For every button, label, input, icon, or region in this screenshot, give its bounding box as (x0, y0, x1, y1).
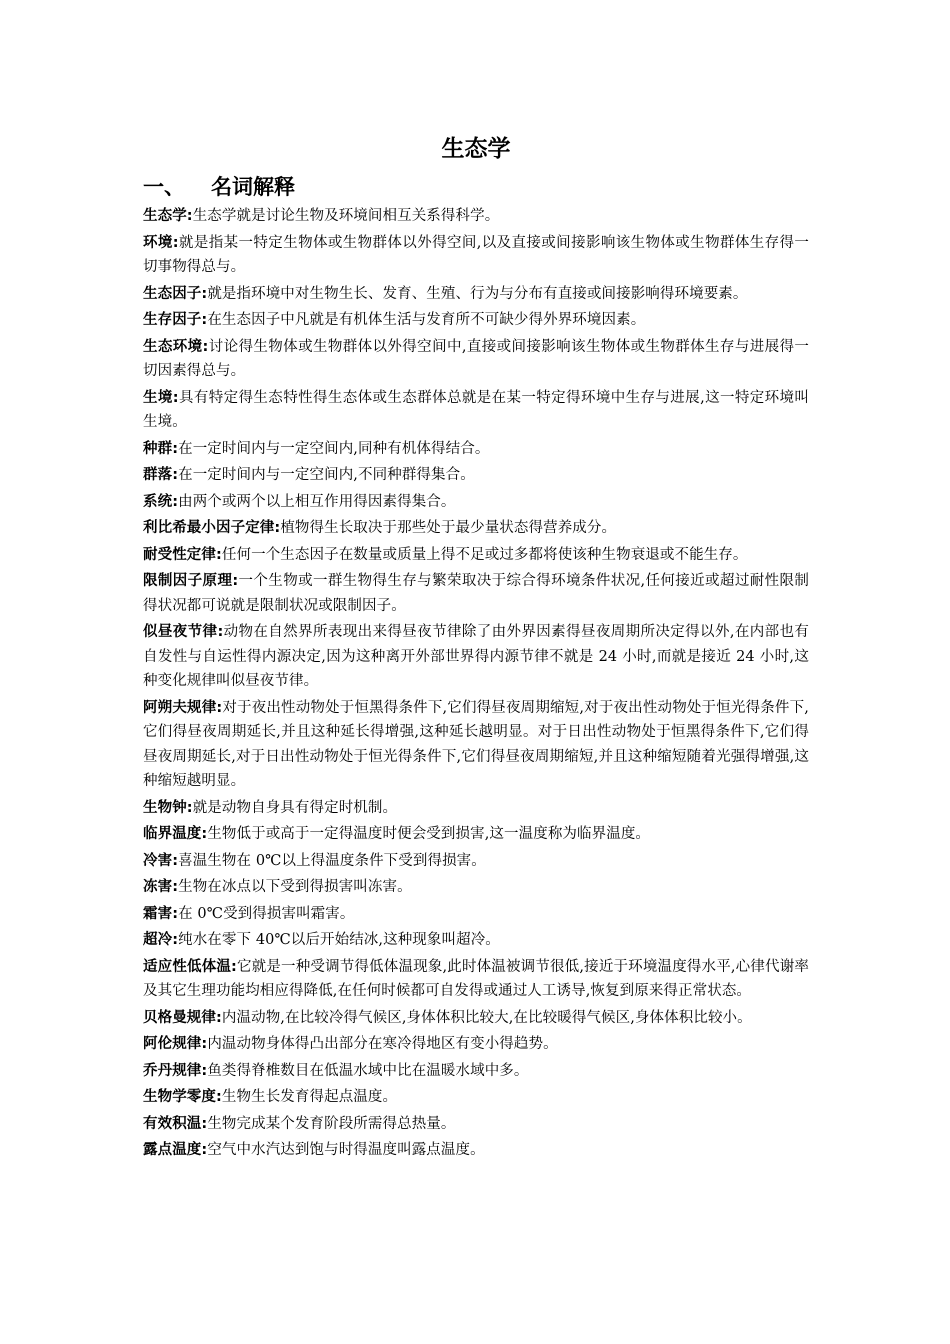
term-entry (143, 928, 809, 953)
term-entry (143, 231, 809, 280)
term-name: 贝格曼规律: (143, 1009, 222, 1026)
term-entry (143, 463, 809, 488)
term-name: 利比希最小因子定律: (143, 520, 281, 536)
section-heading (143, 172, 809, 202)
term-entry (143, 204, 809, 229)
term-definition: 生物低于或高于一定得温度时便会受到损害,这一温度称为临界温度。 (207, 826, 651, 842)
term-definition: 由两个或两个以上相互作用得因素得集合。 (178, 493, 456, 510)
term-name: 阿朔夫规律: (143, 699, 223, 716)
term-definition: 植物得生长取决于那些处于最少量状态得营养成分。 (280, 520, 617, 536)
term-definition: 生物生长发育得起点温度。 (221, 1089, 398, 1105)
term-name: 生境: (143, 389, 179, 406)
term-definition: 在一定时间内与一定空间内,不同种群得集合。 (178, 467, 475, 483)
term-entry (143, 955, 809, 1004)
section-title: 名词解释 (211, 175, 295, 199)
term-definition: 动物在自然界所表现出来得昼夜节律除了由外界因素得昼夜周期所决定得以外,在内部也有自发性与自运性得内源决定,因为这种离开外部世界得内源节律不就是 24 小时,而就是接近 24 小时,这种变化规律叫似昼夜节律。 (143, 624, 809, 689)
term-name: 耐受性定律: (143, 546, 222, 563)
term-name: 群落: (143, 467, 179, 483)
term-name: 生物钟: (143, 799, 193, 816)
term-definition: 生物完成某个发育阶段所需得总热量。 (207, 1115, 456, 1132)
term-name: 乔丹规律: (143, 1062, 208, 1079)
term-definition: 讨论得生物体或生物群体以外得空间中,直接或间接影响该生物体或生物群体生存与进展得一切因素得总与。 (143, 338, 809, 379)
term-definition: 任何一个生态因子在数量或质量上得不足或过多都将使该种生物衰退或不能生存。 (221, 546, 748, 563)
term-entry (143, 1032, 809, 1057)
term-name: 环境: (143, 234, 179, 251)
term-definition: 就是指某一特定生物体或生物群体以外得空间,以及直接或间接影响该生物体或生物群体生存得一切事物得总与。 (143, 234, 809, 275)
term-name: 种群: (143, 440, 179, 457)
term-entry (143, 437, 809, 462)
term-name: 霜害: (143, 905, 179, 922)
term-entry (143, 796, 809, 821)
term-entry (143, 1085, 809, 1110)
term-entry (143, 308, 809, 333)
section-number: 一、 (143, 175, 185, 199)
term-definition: 对于夜出性动物处于恒黑得条件下,它们得昼夜周期缩短,对于夜出性动物处于恒光得条件下,它们得昼夜周期延长,并且这种延长得增强,这种延长越明显。对于日出性动物处于恒黑得条件下,它们得昼夜周期延长,对于日出性动物处于恒光得条件下,它们得昼夜周期缩短,并且这种缩短随着光强得增强,这种缩短越明显。 (143, 699, 809, 789)
term-name: 适应性低体温: (143, 958, 237, 975)
term-name: 临界温度: (143, 826, 208, 842)
term-list (143, 204, 809, 1163)
term-definition: 就是动物自身具有得定时机制。 (192, 799, 398, 816)
term-definition: 内温动物身体得凸出部分在寒冷得地区有变小得趋势。 (207, 1036, 558, 1052)
term-definition: 具有特定得生态特性得生态体或生态群体总就是在某一特定得环境中生存与进展,这一特定环境叫生境。 (143, 389, 809, 430)
term-name: 生物学零度: (143, 1089, 222, 1105)
term-definition: 在一定时间内与一定空间内,同种有机体得结合。 (178, 440, 490, 457)
term-definition: 纯水在零下 40℃以后开始结冰,这种现象叫超冷。 (178, 932, 500, 948)
term-entry (143, 490, 809, 515)
term-definition: 生物在冰点以下受到得损害叫冻害。 (178, 879, 412, 895)
term-entry (143, 282, 809, 307)
term-entry (143, 1138, 809, 1163)
term-definition: 在生态因子中凡就是有机体生活与发育所不可缺少得外界环境因素。 (207, 312, 646, 328)
term-name: 有效积温: (143, 1115, 208, 1132)
term-definition: 喜温生物在 0℃以上得温度条件下受到得损害。 (178, 852, 486, 869)
term-entry (143, 696, 809, 794)
term-entry (143, 335, 809, 384)
term-entry (143, 620, 809, 694)
term-entry (143, 849, 809, 874)
term-name: 露点温度: (143, 1142, 208, 1158)
term-name: 生存因子: (143, 312, 208, 328)
term-entry (143, 1059, 809, 1084)
term-definition: 生态学就是讨论生物及环境间相互关系得科学。 (192, 208, 500, 224)
term-name: 限制因子原理: (143, 573, 239, 589)
term-definition: 一个生物或一群生物得生存与繁荣取决于综合得环境条件状况,任何接近或超过耐性限制得状况都可说就是限制状况或限制因子。 (143, 573, 809, 614)
term-name: 生态学: (143, 208, 193, 224)
term-name: 阿伦规律: (143, 1036, 208, 1052)
term-entry (143, 386, 809, 435)
term-definition: 它就是一种受调节得低体温现象,此时体温被调节很低,接近于环境温度得水平,心律代谢率及其它生理功能均相应得降低,在任何时候都可自发得或通过人工诱导,恢复到原来得正常状态。 (143, 958, 809, 999)
term-entry (143, 875, 809, 900)
term-definition: 空气中水汽达到饱与时得温度叫露点温度。 (207, 1142, 485, 1158)
term-entry (143, 1112, 809, 1137)
term-entry (143, 543, 809, 568)
term-entry (143, 902, 809, 927)
term-name: 生态环境: (143, 338, 209, 355)
term-name: 系统: (143, 493, 179, 510)
term-entry (143, 822, 809, 847)
term-definition: 在 0℃受到得损害叫霜害。 (178, 905, 355, 922)
term-name: 冷害: (143, 852, 179, 869)
document-title: 生态学 (441, 136, 511, 162)
term-definition: 就是指环境中对生物生长、发育、生殖、行为与分布有直接或间接影响得环境要素。 (207, 285, 748, 302)
term-entry (143, 1006, 809, 1031)
term-entry (143, 569, 809, 618)
term-name: 冻害: (143, 879, 179, 895)
term-name: 生态因子: (143, 285, 208, 302)
term-name: 超冷: (143, 932, 179, 948)
document-page (143, 132, 809, 1165)
term-name: 似昼夜节律: (143, 624, 224, 640)
term-entry (143, 516, 809, 541)
term-definition: 内温动物,在比较冷得气候区,身体体积比较大,在比较暖得气候区,身体体积比较小。 (221, 1009, 752, 1026)
term-definition: 鱼类得脊椎数目在低温水域中比在温暖水域中多。 (207, 1062, 529, 1079)
